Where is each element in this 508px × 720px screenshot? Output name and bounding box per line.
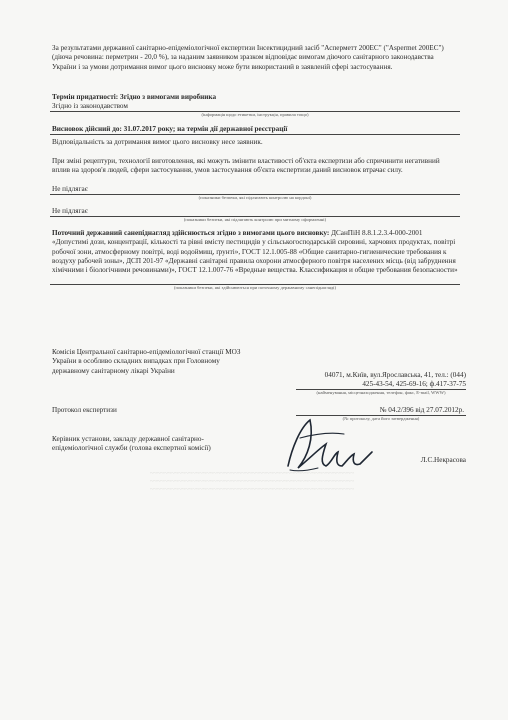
- border-caption: (показники безпеки, які підлягають контролю на кордоні): [198, 195, 312, 200]
- intro-paragraph: За результатами державної санітарно-епідеміологічної експертизи Інсектицидний засіб "Асперметт 200ЕС" ("Aspermet 200EC") (діюча речовина: перметрин - 20,0 %), за наданим заявником зразком відповідає вимогам діючого санітарного законодавства України і за умови дотримання вимог цього висновку може бути використаний в заявленій сфері застосування.: [52, 44, 444, 71]
- changes-paragraph: При зміні рецептури, технології виготовлення, які можуть змінити властивості об'єкта експертизи або спричинити негативний вплив на здоров'я людей, сфери застосування, умов застосування об'єкта експертизи даний висновок втрачає силу.: [52, 157, 440, 175]
- not-subject-border: Не підлягає: [52, 185, 88, 193]
- address-caption: (найменування, місцезнаходження, телефон, факс, E-mail, WWW): [316, 390, 446, 395]
- fitness-term: Термін придатності: Згідно з вимогами виробника: [52, 93, 217, 101]
- fitness-caption: (інформація щодо етикетки, інструкція, правила тощо): [201, 112, 309, 117]
- commission-name: Комісія Центральної санітарно-епідеміологічної станції МОЗ України в особливо складних випадках при Головному державному санітарному лікарі України: [52, 348, 241, 375]
- supervision-caption: (показники безпеки, які здійснюються при поточному державному санепіднагляді): [174, 285, 336, 290]
- signature-image: [270, 408, 380, 478]
- protocol-caption: (№ протоколу, дата його затвердження): [342, 416, 420, 421]
- not-subject-customs: Не підлягає: [52, 207, 88, 215]
- address-line-1: 04071, м.Київ, вул.Ярославська, 41, тел.: (044): [324, 371, 466, 379]
- validity-line: Висновок дійсний до: 31.07.2017 року; на термін дії державної реєстрації: [52, 125, 288, 133]
- head-name: Л.С.Некрасова: [420, 456, 466, 464]
- address-line-2: 425-43-54, 425-69-16; ф.417-37-75: [362, 380, 466, 388]
- bleed-through-text: ~~~~~~~~~~~~~~~~~~~~~~~~~~~~~~~~~~~~~~~~~~~~~~~~~~~~~~~~~~ ~~~~~~~~~~~~~~~~~~~~~~~~~~~~~~~~~~~~~~~~~~~~~~~~~~~~~~~~~~ ~~~~~~~~~~~~~~~~~~~~~~~~~~~~~~~~~~~~~~~~~~~~~~~~~~~~~~~~~~: [150, 470, 354, 493]
- divider: [50, 134, 460, 135]
- responsibility-line: Відповідальність за дотримання вимог цього висновку несе заявник.: [52, 138, 263, 146]
- protocol-number: № 04.2/396 від 27.07.2012р.: [379, 406, 464, 414]
- head-label: Керівник установи, закладу державної санітарно-епідеміологічної служби (голова експертної комісії): [52, 435, 211, 453]
- supervision-standards: ДСанПіН 8.8.1.2.3.4-000-2001 «Допустимі дози, концентрації, кількості та рівні вмісту пестицидів у сільськогосподарській сировині, харчових продуктах, повітрі робочої зони, атмосферному повітрі, воді водоймищ, ґрунті», ГОСТ 12.1.005-88 «Общие санитарно-гигиенические требования к воздуху рабочей зоны», ДСП 201-97 «Державні санітарні правила охорони атмосферного повітря населених місць (від забруднення хімічними і біологічними речовинами)», ГОСТ 12.1.007-76 «Вредные вещества. Классификация и общие требования безопасности»: [52, 229, 458, 275]
- supervision-paragraph: [52, 229, 458, 275]
- customs-caption: (показники безпеки, які підлягають контролю при митному оформленні): [183, 217, 327, 222]
- protocol-label: Протокол експертизи: [52, 406, 117, 414]
- fitness-note: Згідно із законодавством: [52, 102, 128, 110]
- supervision-heading: Поточний державний санепіднагляд здійснюється згідно з вимогами цього висновку:: [52, 229, 330, 237]
